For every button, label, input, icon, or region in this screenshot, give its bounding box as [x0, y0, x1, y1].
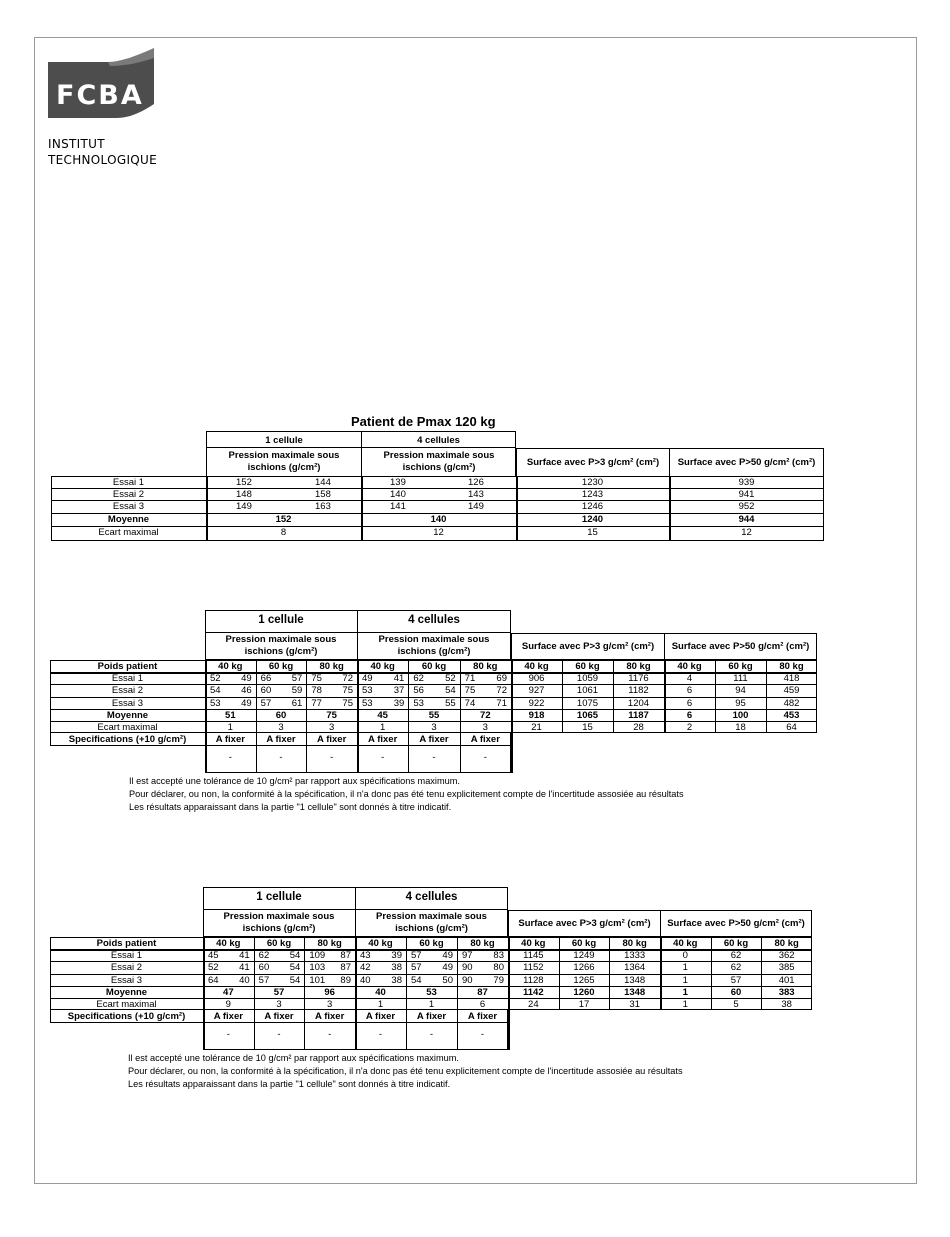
pressure-value-a: 60: [260, 685, 272, 696]
ecart-pressure: 3: [482, 722, 488, 733]
pression-label-1: Pression maximale sous ischions (g/cm²): [223, 911, 335, 934]
ecart-pressure: 1: [428, 999, 435, 1010]
value-surf50: 482: [783, 698, 800, 709]
moyenne-pressure: 55: [428, 710, 440, 721]
ecart-pressure: 1: [380, 722, 386, 733]
pressure-value-b: 41: [239, 962, 250, 973]
value-1cell-b: 158: [315, 489, 331, 500]
value-surf50: 95: [735, 698, 746, 709]
group2-header: 4 cellules: [417, 435, 460, 446]
surf50-header: Surface avec P>50 g/cm² (cm²): [660, 910, 812, 937]
pressure-value-b: 54: [289, 975, 301, 986]
ecart-label: Ecart maximal: [96, 999, 157, 1010]
dash-value: -: [330, 752, 334, 763]
pressure-value-b: 37: [393, 685, 405, 696]
moyenne-surf3: 1240: [581, 514, 604, 525]
value-surf3: 927: [528, 685, 545, 696]
moyenne-pressure: 45: [377, 710, 388, 721]
moyenne-surf50: 100: [732, 710, 749, 721]
pressure-value-a: 54: [210, 685, 221, 696]
group1-header: 1 cellule: [256, 891, 302, 903]
pressure-value-a: 90: [462, 975, 473, 986]
moyenne-pressure: 75: [326, 710, 337, 721]
group1-header: 1 cellule: [258, 614, 304, 626]
weight-header: 40 kg: [368, 938, 393, 949]
group1-header: 1 cellule: [265, 435, 303, 446]
pressure-value-b: 52: [445, 673, 456, 684]
pressure-value-a: 53: [210, 698, 221, 709]
value-1cell-a: 148: [236, 489, 252, 500]
pression-label-1: Pression maximale sous ischions (g/cm²): [228, 450, 340, 473]
row-label: Essai 3: [110, 975, 143, 986]
row-label: Essai 1: [110, 950, 143, 961]
pression-label-2: Pression maximale sous ischions (g/cm²): [376, 911, 487, 934]
pression-label-1: Pression maximale sous ischions (g/cm²): [225, 634, 337, 657]
moyenne-pressure: 72: [480, 710, 491, 721]
pressure-value-b: 71: [496, 698, 507, 709]
pressure-value-b: 83: [493, 950, 504, 961]
weight-header: 40 kg: [216, 938, 241, 949]
moyenne-surf50: 6: [686, 710, 693, 721]
value-surf50: 1: [682, 962, 688, 973]
spec-value: A fixer: [467, 1011, 498, 1022]
row-label: Essai 2: [111, 685, 144, 696]
value-1cell-b: 144: [315, 477, 331, 488]
surf3-header: Surface avec P>3 g/cm² (cm²): [508, 910, 661, 937]
footnote-3: Les résultats apparaissant dans la partie "1 cellule" sont donnés à titre indicatif.: [128, 1079, 451, 1089]
pressure-value-b: 41: [393, 673, 405, 684]
spec-label: Specifications (+10 g/cm²): [67, 1011, 186, 1022]
pressure-value-a: 49: [362, 673, 373, 684]
pressure-value-a: 66: [260, 673, 272, 684]
group2-header: 4 cellules: [408, 614, 460, 626]
value-surf3: 1182: [628, 685, 649, 696]
value-surf50: 385: [778, 962, 795, 973]
value-surf3: 1061: [576, 685, 599, 696]
pressure-value-a: 52: [208, 962, 219, 973]
value-surf3: 1128: [523, 975, 544, 986]
value-surf3: 1246: [581, 501, 604, 512]
value-surf50: 401: [778, 975, 795, 986]
value-4cell-a: 140: [390, 489, 406, 500]
footnote-3: Les résultats apparaissant dans la partie "1 cellule" sont donnés à titre indicatif.: [129, 802, 452, 812]
poids-label: Poids patient: [96, 938, 157, 949]
moyenne-1cell: 152: [275, 514, 292, 525]
pressure-value-a: 97: [462, 950, 473, 961]
pressure-value-a: 74: [464, 698, 476, 709]
pressure-value-b: 38: [391, 962, 402, 973]
pressure-value-b: 75: [342, 698, 353, 709]
ecart-pressure: 6: [479, 999, 486, 1010]
surf50-header: Surface avec P>50 g/cm² (cm²): [664, 633, 817, 660]
value-4cell-b: 143: [468, 489, 484, 500]
pressure-value-b: 49: [241, 673, 252, 684]
pressure-value-a: 43: [360, 950, 371, 961]
pressure-value-a: 45: [208, 950, 219, 961]
moyenne-surf3: 918: [528, 710, 545, 721]
pressure-value-b: 49: [241, 698, 252, 709]
weight-header: 60 kg: [575, 661, 600, 672]
value-surf50: 6: [686, 698, 693, 709]
ecart-surf3: 21: [531, 722, 542, 733]
spec-value: A fixer: [215, 734, 245, 745]
row-label: Essai 3: [111, 698, 144, 709]
weight-header: 80 kg: [319, 661, 344, 672]
spec-value: A fixer: [264, 1011, 294, 1022]
moyenne-pressure: 51: [225, 710, 236, 721]
value-surf3: 922: [528, 698, 545, 709]
ecart-pressure: 9: [225, 999, 231, 1010]
ecart-label: Ecart maximal: [98, 527, 159, 538]
surf3-header: Surface avec P>3 g/cm² (cm²): [511, 633, 665, 660]
value-surf3: 1204: [627, 698, 650, 709]
value-surf3: 1145: [523, 950, 544, 961]
pressure-value-b: 59: [291, 685, 303, 696]
ecart-surf50: 64: [786, 722, 797, 733]
weight-header: 80 kg: [473, 661, 498, 672]
spec-value: A fixer: [365, 1011, 396, 1022]
pressure-value-a: 57: [260, 698, 272, 709]
pressure-value-b: 75: [342, 685, 353, 696]
value-4cell-a: 139: [390, 477, 406, 488]
value-4cell-b: 149: [468, 501, 484, 512]
pressure-value-b: 50: [442, 975, 453, 986]
value-surf3: 1333: [624, 950, 646, 961]
pressure-value-b: 87: [340, 962, 351, 973]
pressure-value-b: 49: [442, 950, 453, 961]
moyenne-surf50: 383: [778, 987, 795, 998]
pressure-value-b: 61: [291, 698, 303, 709]
moyenne-surf50: 1: [682, 987, 688, 998]
value-surf3: 1059: [576, 673, 599, 684]
weight-header: 40 kg: [521, 938, 546, 949]
ecart-pressure: 3: [431, 722, 437, 733]
ecart-pressure: 3: [278, 722, 284, 733]
spec-value: A fixer: [213, 1011, 243, 1022]
value-surf50: 939: [738, 477, 755, 488]
footnote-1: Il est accepté une tolérance de 10 g/cm² par rapport aux spécifications maximum.: [128, 1053, 459, 1063]
pressure-value-a: 57: [411, 950, 422, 961]
ecart-surf3: 15: [582, 722, 593, 733]
moyenne-surf3: 1187: [628, 710, 649, 721]
dash-value: -: [483, 752, 487, 763]
logo-text: FCBA: [56, 80, 144, 111]
weight-header: 60 kg: [266, 938, 292, 949]
value-1cell-a: 149: [236, 501, 252, 512]
pression-label-2: Pression maximale sous ischions (g/cm²): [383, 450, 495, 473]
pressure-value-b: 80: [493, 962, 504, 973]
grid-hline: [205, 632, 511, 633]
value-surf50: 4: [686, 673, 693, 684]
ecart-label: Ecart maximal: [97, 722, 158, 733]
dash-value: -: [429, 1029, 434, 1040]
weight-header: 80 kg: [626, 661, 651, 672]
moyenne-label: Moyenne: [107, 514, 150, 525]
value-surf3: 1075: [576, 698, 599, 709]
dash-value: -: [226, 1029, 230, 1040]
weight-header: 80 kg: [774, 938, 799, 949]
moyenne-pressure: 87: [477, 987, 488, 998]
ecart-4cell: 12: [433, 527, 444, 538]
value-surf3: 1249: [573, 950, 595, 961]
ecart-pressure: 3: [329, 722, 335, 733]
ecart-surf50: 18: [735, 722, 746, 733]
weight-header: 40 kg: [370, 661, 395, 672]
pressure-value-b: 40: [239, 975, 250, 986]
pressure-value-a: 90: [462, 962, 473, 973]
poids-label: Poids patient: [97, 661, 158, 672]
grid-hline: [203, 909, 508, 910]
value-surf3: 906: [528, 673, 545, 684]
moyenne-surf50: 60: [730, 987, 742, 998]
moyenne-surf50: 453: [783, 710, 800, 721]
pressure-value-b: 39: [391, 950, 402, 961]
pressure-value-b: 38: [391, 975, 402, 986]
weight-header: 60 kg: [728, 661, 753, 672]
pression-label-2: Pression maximale sous ischions (g/cm²): [378, 634, 490, 657]
pressure-value-b: 57: [291, 673, 303, 684]
value-surf50: 62: [730, 962, 742, 973]
dash-value: -: [277, 1029, 281, 1040]
pressure-value-b: 49: [442, 962, 453, 973]
footnote-2: Pour déclarer, ou non, la conformité à la spécification, il n'a donc pas été tenu explicitement compte de l'incertitude assosiée au résultats: [129, 789, 684, 799]
weight-header: 60 kg: [421, 661, 447, 672]
footnote-2: Pour déclarer, ou non, la conformité à la spécification, il n'a donc pas été tenu explicitement compte de l'incertitude assosiée au résultats: [128, 1066, 683, 1076]
weight-header: 40 kg: [673, 938, 698, 949]
row-label: Essai 1: [111, 673, 144, 684]
moyenne-label: Moyenne: [106, 710, 149, 721]
moyenne-pressure: 47: [223, 987, 234, 998]
moyenne-surf3: 1142: [523, 987, 544, 998]
pressure-value-b: 69: [496, 673, 507, 684]
moyenne-pressure: 57: [273, 987, 285, 998]
weight-header: 40 kg: [677, 661, 702, 672]
row-label: Essai 2: [112, 489, 145, 500]
value-surf3: 1243: [581, 489, 604, 500]
pressure-value-b: 41: [239, 950, 250, 961]
moyenne-pressure: 40: [375, 987, 386, 998]
pressure-value-a: 60: [258, 962, 270, 973]
dash-value: -: [228, 752, 232, 763]
weight-header: 80 kg: [317, 938, 342, 949]
value-surf50: 362: [778, 950, 795, 961]
ecart-surf3: 17: [578, 999, 590, 1010]
pressure-value-a: 71: [464, 673, 476, 684]
value-surf50: 941: [738, 489, 755, 500]
value-surf3: 1348: [624, 975, 646, 986]
pressure-value-a: 40: [360, 975, 371, 986]
weight-header: 40 kg: [218, 661, 243, 672]
pressure-value-a: 53: [362, 685, 373, 696]
pressure-value-b: 72: [342, 673, 353, 684]
pressure-value-b: 54: [289, 962, 301, 973]
moyenne-surf3: 1260: [573, 987, 595, 998]
pressure-value-a: 57: [258, 975, 270, 986]
value-1cell-a: 152: [236, 477, 252, 488]
pressure-value-a: 103: [309, 962, 326, 973]
moyenne-surf3: 1065: [576, 710, 599, 721]
ecart-1cell: 8: [280, 527, 287, 538]
value-surf3: 1176: [628, 673, 649, 684]
value-surf3: 1230: [581, 477, 604, 488]
ecart-surf50: 2: [686, 722, 693, 733]
row-label: Essai 3: [112, 501, 145, 512]
value-4cell-b: 126: [468, 477, 484, 488]
spec-value: A fixer: [419, 734, 449, 745]
value-surf3: 1364: [624, 962, 646, 973]
value-surf50: 6: [686, 685, 693, 696]
pressure-value-b: 55: [445, 698, 456, 709]
value-1cell-b: 163: [315, 501, 331, 512]
value-surf50: 952: [738, 501, 755, 512]
ecart-surf3: 15: [587, 527, 598, 538]
pressure-value-a: 52: [210, 673, 221, 684]
surf50-header: Surface avec P>50 g/cm² (cm²): [669, 448, 824, 477]
ecart-pressure: 1: [227, 722, 233, 733]
ecart-surf3: 31: [629, 999, 640, 1010]
moyenne-label: Moyenne: [105, 987, 148, 998]
ecart-pressure: 3: [276, 999, 282, 1010]
pressure-value-a: 77: [311, 698, 322, 709]
pressure-value-b: 46: [241, 685, 252, 696]
spec-label: Specifications (+10 g/cm²): [68, 734, 187, 745]
ecart-surf50: 38: [781, 999, 792, 1010]
value-surf50: 1: [682, 975, 688, 986]
weight-header: 80 kg: [470, 938, 495, 949]
weight-header: 60 kg: [723, 938, 749, 949]
weight-header: 40 kg: [524, 661, 549, 672]
pressure-value-a: 109: [309, 950, 326, 961]
spec-value: A fixer: [317, 734, 347, 745]
dash-value: -: [381, 752, 385, 763]
pressure-value-a: 75: [464, 685, 476, 696]
ecart-pressure: 1: [377, 999, 384, 1010]
value-4cell-a: 141: [390, 501, 406, 512]
pressure-value-a: 62: [258, 950, 270, 961]
value-surf50: 418: [783, 673, 800, 684]
row-label: Essai 1: [112, 477, 145, 488]
pressure-value-a: 78: [311, 685, 322, 696]
spec-value: A fixer: [368, 734, 398, 745]
institute-line1: INSTITUT: [48, 137, 105, 151]
institute-name: [48, 136, 157, 168]
group2-header: 4 cellules: [405, 891, 458, 903]
pressure-value-b: 54: [289, 950, 301, 961]
dash-value: -: [432, 752, 436, 763]
spec-value: A fixer: [266, 734, 296, 745]
pressure-value-b: 72: [496, 685, 507, 696]
ecart-surf50: 12: [741, 527, 752, 538]
pressure-value-b: 54: [445, 685, 456, 696]
spec-value: A fixer: [470, 734, 500, 745]
ecart-surf3: 28: [633, 722, 644, 733]
value-surf50: 111: [733, 673, 748, 684]
value-surf50: 94: [735, 685, 746, 696]
moyenne-surf50: 944: [738, 514, 755, 525]
pressure-value-b: 87: [340, 950, 351, 961]
pressure-value-b: 39: [393, 698, 405, 709]
table1-title: Patient de Pmax 120 kg: [351, 414, 496, 429]
weight-header: 60 kg: [268, 661, 294, 672]
spec-value: A fixer: [416, 1011, 447, 1022]
value-surf50: 459: [783, 685, 800, 696]
dash-value: -: [480, 1029, 485, 1040]
moyenne-pressure: 60: [275, 710, 287, 721]
value-surf50: 57: [730, 975, 742, 986]
institute-line2: TECHNOLOGIQUE: [48, 153, 157, 167]
footnote-1: Il est accepté une tolérance de 10 g/cm² par rapport aux spécifications maximum.: [129, 776, 460, 786]
weight-header: 80 kg: [779, 661, 804, 672]
value-surf50: 62: [730, 950, 742, 961]
dash-value: -: [328, 1029, 332, 1040]
grid-hline: [206, 447, 516, 448]
pressure-value-a: 56: [413, 685, 424, 696]
weight-header: 80 kg: [622, 938, 647, 949]
dash-value: -: [378, 1029, 383, 1040]
pressure-value-a: 53: [413, 698, 424, 709]
weight-header: 60 kg: [571, 938, 597, 949]
value-surf3: 1266: [573, 962, 595, 973]
moyenne-pressure: 96: [324, 987, 335, 998]
pressure-value-a: 54: [411, 975, 422, 986]
pressure-value-a: 42: [360, 962, 371, 973]
row-label: Essai 2: [110, 962, 143, 973]
pressure-value-a: 64: [208, 975, 219, 986]
moyenne-4cell: 140: [430, 514, 447, 525]
value-surf3: 1152: [523, 962, 544, 973]
pressure-value-a: 62: [413, 673, 424, 684]
weight-header: 60 kg: [419, 938, 444, 949]
pressure-value-a: 75: [311, 673, 322, 684]
fcba-logo: [48, 48, 156, 122]
value-surf50: 0: [682, 950, 688, 961]
dash-value: -: [279, 752, 283, 763]
pressure-value-a: 57: [411, 962, 422, 973]
ecart-surf50: 1: [682, 999, 688, 1010]
pressure-value-a: 101: [309, 975, 326, 986]
ecart-pressure: 3: [327, 999, 333, 1010]
ecart-surf3: 24: [528, 999, 539, 1010]
moyenne-pressure: 53: [426, 987, 437, 998]
surf3-header: Surface avec P>3 g/cm² (cm²): [516, 448, 670, 477]
moyenne-surf3: 1348: [624, 987, 646, 998]
value-surf3: 1265: [573, 975, 595, 986]
pressure-value-b: 79: [493, 975, 504, 986]
pressure-value-b: 89: [340, 975, 351, 986]
pressure-value-a: 53: [362, 698, 373, 709]
ecart-surf50: 5: [733, 999, 739, 1010]
spec-value: A fixer: [315, 1011, 345, 1022]
